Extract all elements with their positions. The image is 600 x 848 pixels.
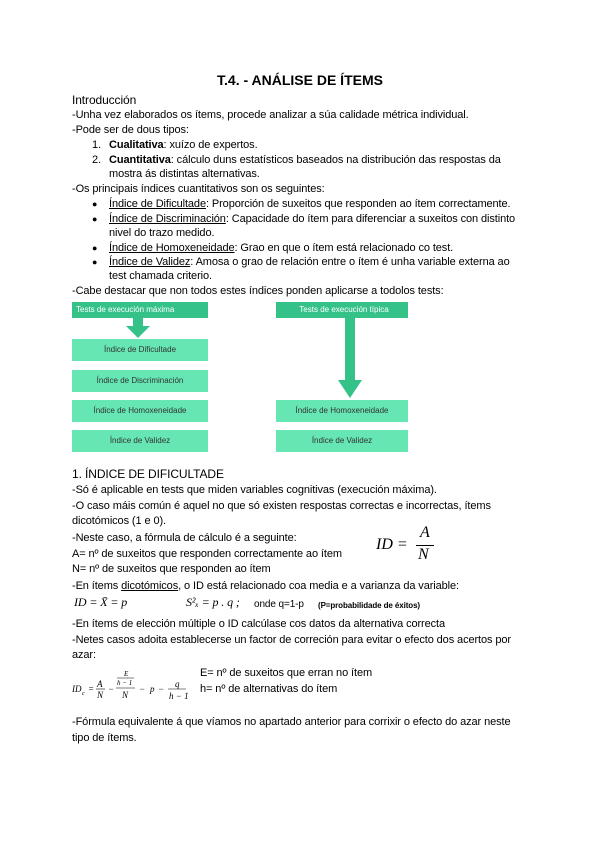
arrow-down-icon bbox=[126, 318, 150, 338]
definition-h: h= nº de alternativas do ítem bbox=[200, 683, 338, 695]
section-line-6: N= nº de suxeitos que responden ao ítem bbox=[72, 563, 271, 575]
diagram-left-box-homogeneity: Índice de Homoxeneidade bbox=[72, 400, 208, 422]
section-line-8: -En ítems de elección múltiple o ID calcúlase cos datos da alternativa correcta bbox=[72, 618, 446, 630]
intro-line-1: -Unha vez elaborados os ítems, procede analizar a súa calidade métrica individual. bbox=[72, 109, 469, 121]
index-item-difficulty: Índice de Dificultade: Proporción de suxeitos que responden ao ítem correctamente. bbox=[109, 198, 511, 210]
index-item-validity: Índice de Validez: Amosa o grao de relación entre o ítem é unha variable externa ao bbox=[109, 256, 510, 268]
formula-correction-graphic bbox=[72, 668, 202, 708]
formula-correction bbox=[72, 668, 202, 708]
section-line-1: -Só é aplicable en tests que miden variables cognitivas (execución máxima). bbox=[72, 484, 437, 496]
svg-text:h − 1: h − 1 bbox=[169, 691, 189, 701]
svg-text:ID: ID bbox=[72, 684, 82, 694]
diagram-left-box-difficulty: Índice de Dificultade bbox=[72, 339, 208, 361]
diagram-left-box-validity: Índice de Validez bbox=[72, 430, 208, 452]
section-line-9: -Netes casos adoita establecerse un factor de correción para evitar o efecto dos acertos por bbox=[72, 634, 511, 646]
svg-text:−: − bbox=[158, 684, 165, 694]
svg-text:=: = bbox=[88, 684, 95, 694]
diagram-right-box-validity: Índice de Validez bbox=[276, 430, 408, 452]
intro-line-2: -Pode ser de dous tipos: bbox=[72, 124, 189, 136]
bullet-icon: ● bbox=[92, 199, 98, 209]
svg-text:N: N bbox=[97, 690, 104, 700]
intro-line-3: -Os principais índices cuantitativos son os seguintes: bbox=[72, 183, 325, 195]
diagram-right-box-homogeneity: Índice de Homoxeneidade bbox=[276, 400, 408, 422]
section-line-2: -O caso máis común é aquel no que só existen respostas correctas e incorrectas, ítems bbox=[72, 500, 491, 512]
index-item-homogeneity: Índice de Homoxeneidade: Grao en que o ítem está relacionado co test. bbox=[109, 242, 454, 254]
list-number-2: 2. bbox=[92, 154, 102, 166]
intro-heading: Introducción bbox=[72, 93, 137, 107]
formula-id: ID = A N bbox=[376, 524, 446, 566]
arrow-down-icon bbox=[338, 318, 362, 398]
svg-text:A: A bbox=[97, 679, 103, 689]
intro-line-4: -Cabe destacar que non todos estes índices ponden aplicarse a todolos tests: bbox=[72, 285, 444, 297]
bullet-icon: ● bbox=[92, 257, 98, 267]
index-item-discrimination: Índice de Discriminación: Capacidade do ítem para diferenciar a suxeitos con distinto bbox=[109, 213, 516, 225]
svg-text:E: E bbox=[124, 670, 129, 678]
section-line-5: A= nº de suxeitos que responden correctamente ao ítem bbox=[72, 548, 342, 560]
diagram-left-box-discrimination: Índice de Discriminación bbox=[72, 370, 208, 392]
list-item-quantitative: Cuantitativa: cálculo duns estatísticos baseados na distribución das respostas da bbox=[109, 154, 501, 166]
diagram-right-header: Tests de execución típica bbox=[276, 302, 408, 318]
section-line-11: -Fórmula equivalente á que víamos no apartado anterior para corrixir o efecto do azar neste bbox=[72, 716, 511, 728]
diagram-left-header: Tests de execución máxima bbox=[72, 302, 208, 318]
bullet-icon: ● bbox=[92, 243, 98, 253]
svg-text:N: N bbox=[122, 690, 129, 700]
list-item-qualitative: Cualitativa: xuízo de expertos. bbox=[109, 139, 258, 151]
svg-text:p: p bbox=[150, 684, 155, 694]
section-line-10: azar: bbox=[72, 649, 96, 661]
svg-text:c: c bbox=[82, 691, 85, 697]
document-page: T.4. - ANÁLISE DE ÍTEMS Introducción -Unha vez elaborados os ítems, procede analizar a súa calidade métrica individual. -Pode ser de dous tipos: 1. Cualitativa: xuízo de expertos. 2. Cuantitativa: cálculo duns estatísticos baseados na distribución das respostas da mostra ás distintas alternativas. -Os principais índices cuantitativos son os seguintes: ● Índice de Dificultade: Proporción de suxeitos que responden ao ítem correctamente. ● Índice de Discriminación: Capacidade do ítem para diferenciar a suxeitos con distinto nivel do trazo medido. ● Índice de Homoxeneidade: Grao en que o ítem está relacionado co test. ● Índice de Validez: Amosa o grao de relación entre o ítem é unha variable externa ao test chamada criterio. -Cabe destacar que non todos estes índices ponden aplicarse a todolos tests: Tests de execución máxima Índice de Dificultade Índice de Discriminación Índice de Homoxeneidade Índice de Validez Tests de execución típica Índice de Homoxeneidade Índice de Validez 1. ÍNDICE DE DIFICULTADE -Só é aplicable en tests que miden variables cognitivas (execución máxima). -O caso máis común é aquel no que só existen respostas correctas e incorrectas, ítems dicotómicos (1 e 0). -Neste caso, a fórmula de cálculo é a seguinte: A= nº de suxeitos que responden correctamente ao ítem N= nº de suxeitos que responden ao ítem ID = A N -En ítems dicotómicos, o ID está relacionado coa media e a varianza da variable: ID = X̄ = p S²ₓ = p . q ; onde q=1-p (P=probabilidade de éxitos) -En ítems de elección múltiple o ID calcúlase cos datos da alternativa correcta -Netes casos adoita establecerse un factor de correción para evitar o efecto dos acertos por azar: ID c = A N − E h − 1 N − p − q h − 1 E= nº de suxeitos que erran no ítem h= nº de alternativas do ítem -Fórmula equivalente á que víamos no apartado anterior para corrixir o efecto do azar neste tipo de ítems. bbox=[0, 0, 600, 848]
list-number-1: 1. bbox=[92, 139, 102, 151]
section-line-12: tipo de ítems. bbox=[72, 732, 137, 744]
svg-text:−: − bbox=[108, 684, 115, 694]
svg-text:−: − bbox=[139, 684, 146, 694]
section-line-4: -Neste caso, a fórmula de cálculo é a seguinte: bbox=[72, 532, 297, 544]
index-item-validity-cont: test chamada criterio. bbox=[109, 270, 212, 282]
bullet-icon: ● bbox=[92, 214, 98, 224]
section-line-3: dicotómicos (1 e 0). bbox=[72, 515, 166, 527]
section-line-7: -En ítems dicotómicos, o ID está relacionado coa media e a varianza da variable: bbox=[72, 580, 459, 592]
svg-text:h − 1: h − 1 bbox=[117, 679, 133, 687]
definition-e: E= nº de suxeitos que erran no ítem bbox=[200, 667, 373, 679]
section-heading: 1. ÍNDICE DE DIFICULTADE bbox=[72, 467, 224, 481]
svg-text:q: q bbox=[175, 679, 180, 689]
page-title: T.4. - ANÁLISE DE ÍTEMS bbox=[217, 72, 383, 88]
index-item-discrimination-cont: nivel do trazo medido. bbox=[109, 227, 215, 239]
list-item-quantitative-cont: mostra ás distintas alternativas. bbox=[109, 168, 260, 180]
